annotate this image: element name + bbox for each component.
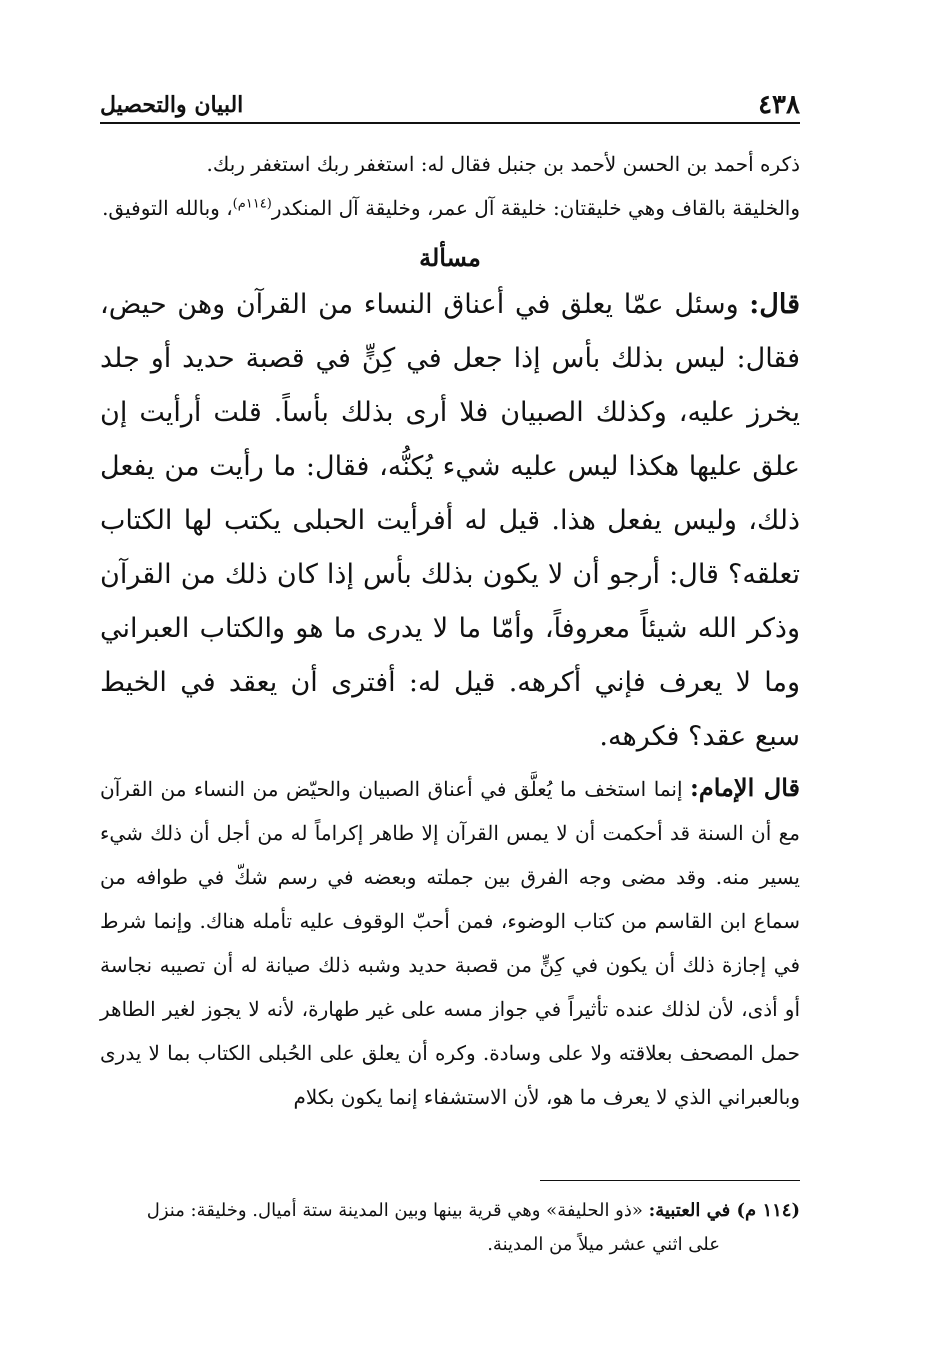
question-paragraph (100, 278, 800, 764)
footnote-line-2: على اثني عشر ميلاً من المدينة. (487, 1234, 720, 1255)
footnote-rule (540, 1180, 800, 1181)
imam-text: إنما استخف ما يُعلَّق في أعناق الصبيان والحيّض من النساء من القرآن مع أن السنة قد أحكمت أن لا يمس القرآن إلا طاهر إكراماً له من أجل أن ذلك شيء يسير منه. وقد مضى وجه الفرق بين جملته وبعضه في رسم شكّ في طوافه من سماع ابن القاسم من كتاب الوضوء، فمن أحبّ الوقوف عليه تأمله هناك. وإنما شرط في إجازة ذلك أن يكون في كِنٍّ من قصبة حديد وشبه ذلك صيانة له أن تصيبه نجاسة أو أذى، لأن لذلك عنده تأثيراً في جواز مسه على غير طهارة، لأنه لا يجوز لغير الطاهر حمل المصحف بعلاقته ولا على وسادة. وكره أن يعلق على الحُبلى الكتاب بما لا يدرى وبالعبراني الذي لا يعرف ما هو، لأن الاستشفاء إنما يكون بكلام (100, 777, 800, 1109)
footnote-line-1 (100, 1194, 800, 1228)
intro-paragraph-1 (100, 142, 800, 186)
footnote (100, 1194, 800, 1262)
page-number: ٤٣٨ (758, 90, 800, 120)
page-body (100, 142, 800, 1119)
question-lead: قال: (749, 289, 800, 320)
footnote-label: (١١٤ م) في العتبية: (648, 1200, 800, 1221)
header-rule (100, 122, 800, 124)
imam-paragraph (100, 766, 800, 1119)
imam-lead: قال الإمام: (690, 773, 800, 802)
footnote-text-1: «ذو الحليفة» وهي قرية بينها وبين المدينة ستة أميال. وخليقة: منزل (146, 1200, 649, 1221)
running-title: البيان والتحصيل (100, 92, 244, 118)
footnote-reference[interactable]: (١١٤م) (232, 196, 272, 212)
intro-paragraph-2 (100, 186, 800, 230)
question-text: وسئل عمّا يعلق في أعناق النساء من القرآن وهن حيض، فقال: ليس بذلك بأس إذا جعل في كِنٍّ في قصبة حديد أو جلد يخرز عليه، وكذلك الصبيان فلا أرى بذلك بأساً. قلت أرأيت إن علق عليها هكذا ليس عليه شيء يُكنُّه، فقال: ما رأيت من يفعل ذلك، وليس يفعل هذا. قيل له أفرأيت الحبلى يكتب لها الكتاب تعلقه؟ قال: أرجو أن لا يكون بذلك بأس إذا كان ذلك من القرآن وذكر الله شيئاً معروفاً، وأمّا ما لا يدرى ما هو والكتاب العبراني وما لا يعرف فإني أكرهه. قيل له: أفترى أن يعقد في الخيط سبع عقد؟ فكرهه. (100, 289, 800, 752)
intro-text-2a: والخليقة بالقاف وهي خليقتان: خليقة آل عمر، وخليقة آل المنكدر (271, 196, 800, 220)
page-header (100, 84, 800, 120)
intro-text-1: ذكره أحمد بن الحسن لأحمد بن جنبل فقال له: استغفر ربك استغفر ربك. (206, 152, 800, 176)
question-title: مسألة (419, 243, 481, 272)
intro-text-2b: ، وبالله التوفيق. (102, 196, 233, 220)
